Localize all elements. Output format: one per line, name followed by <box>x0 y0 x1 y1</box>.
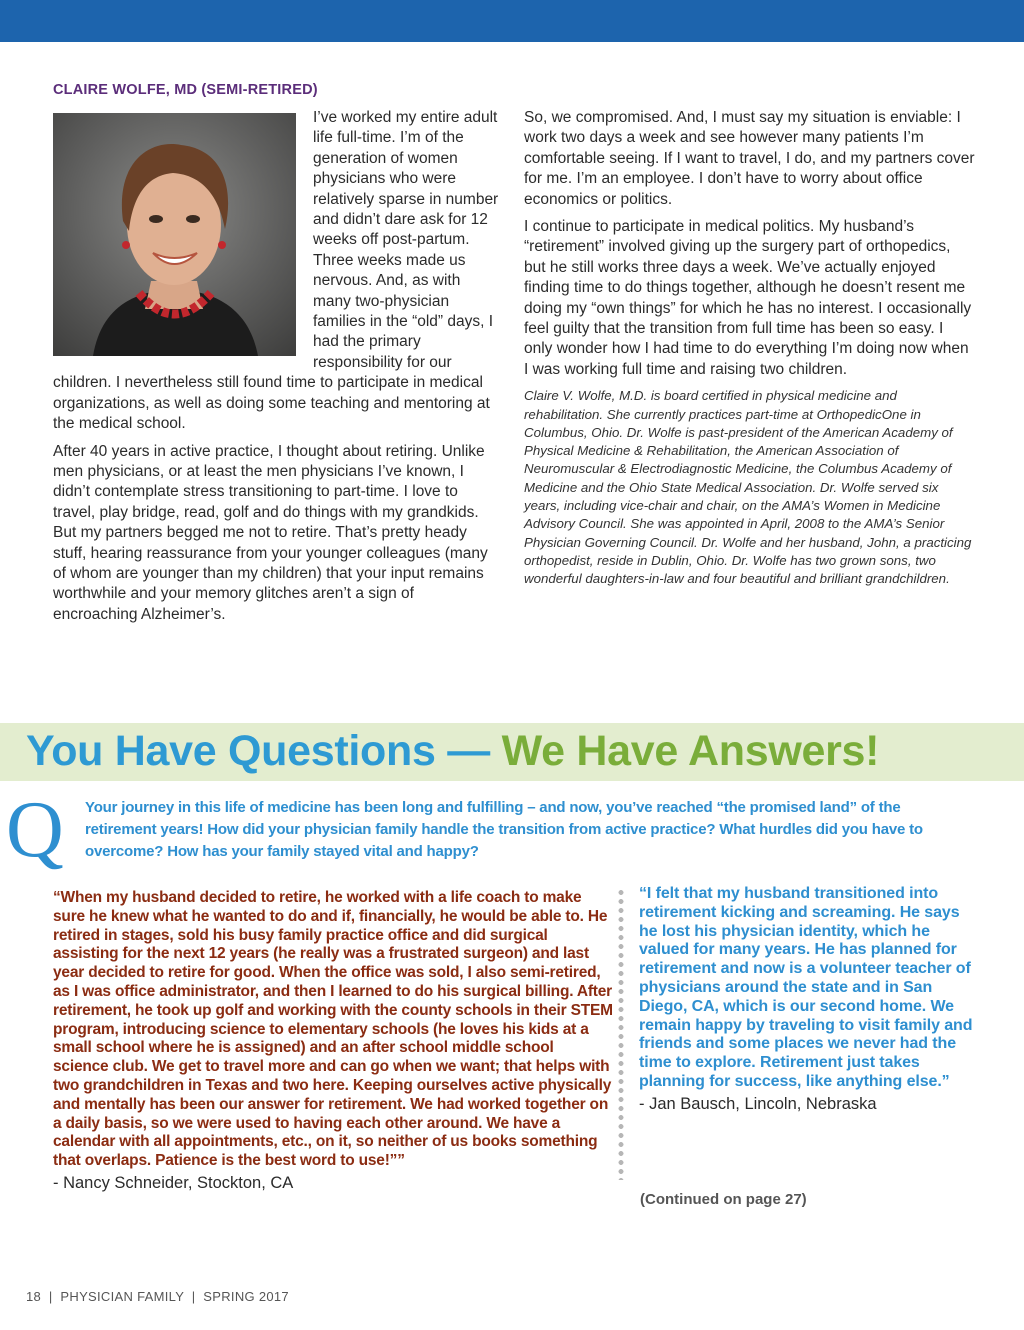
author-heading: CLAIRE WOLFE, MD (SEMI-RETIRED) <box>53 82 318 98</box>
right-paragraph-1: So, we compromised. And, I must say my situation is enviable: I work two days a week and see however many patients I’m comfortable seeing. If I want to travel, I do, and my partners cover for me. I’m an employee. I don’t have to worry about office economics or politics. <box>524 109 975 208</box>
answer-nancy-attribution: - Nancy Schneider, Stockton, CA <box>53 1173 294 1192</box>
top-color-bar <box>0 0 1024 42</box>
question-text: Your journey in this life of medicine has been long and fulfilling – and now, you’ve reached “the promised land” of the retirement years! How did your physician family handle the transition from active practice? What hurdles did you have to overcome? How has your family stayed vital and happy? <box>85 799 923 860</box>
dotted-divider <box>618 888 624 1180</box>
magazine-name: PHYSICIAN FAMILY <box>60 1289 184 1304</box>
right-paragraph-2: I continue to participate in medical politics. My husband’s “retirement” involved giving up the surgery part of orthopedics, but he still works three days a week. We’ve actually enjoyed finding time to do things together, although he doesn’t resent me doing my “own things” for which he has no interest. I occasionally feel guilty that the transition from full time has been so easy. I only wonder how I had time to do everything I’m doing now when I was working full time and raising two children. <box>524 218 972 378</box>
footer-separator: | <box>48 1289 53 1304</box>
headline-questions: You Have Questions <box>26 727 436 775</box>
headline-dash: — <box>435 727 502 775</box>
article-left-column <box>53 108 501 632</box>
author-bio: Claire V. Wolfe, M.D. is board certified in physical medicine and rehabilitation. She currently practices part-time at OrthopedicOne in Columbus, Ohio. Dr. Wolfe is past-president of the American Academy of Physical Medicine & Rehabilitation, the American Association of Neuromuscular & Electrodiagnostic Medicine, the Columbus Academy of Medicine and the Ohio State Medical Association. Dr. Wolfe served six years, including vice-chair and chair, on the AMA’s Women in Medicine Advisory Council. She was appointed in April, 2008 to the AMA’s Senior Physician Governing Council. Dr. Wolfe and her husband, John, a practicing orthopedist, reside in Dublin, Ohio. Dr. Wolfe has two grown sons, two wonderful daughters-in-law and four beautiful and brilliant grandchildren. <box>524 388 972 587</box>
left-paragraph-1: I’ve worked my entire adult life full-time. I’m of the generation of women physicians who were relatively sparse in number and didn’t dare ask for 12 weeks off post-partum. Three weeks made us nervous. And, as with many two-physician families in the “old” days, I had the primary responsibility for our children. I nevertheless still found time to participate in medical organizations, as well as doing some teaching and mentoring at the medical school. <box>53 109 499 433</box>
author-photo <box>53 113 296 356</box>
answer-nancy-quote: “When my husband decided to retire, he worked with a life coach to make sure he knew what he wanted to do and if, financially, he would be able to. He retired in stages, sold his busy family practice office and did surgical assisting for the next 12 years (he really was a frustrated surgeon) and last year decided to retire for good. When the office was sold, I also semi-retired, as I was office administrator, and then I learned to do his surgical billing. After retirement, he took up golf and working with the county schools in their STEM program, introducing science to elementary schools (he loves his kids at a small school where he is assigned) and an after school middle school science club. We get to travel more and can go when we want; that helps with two grandchildren in Texas and two here. Keeping ourselves active physically and mentally has been our answer for retirement. We had worked together on a daily basis, so we were used to having each other around. We have a calendar with all appointments, etc., on it, so neither of us books something that overlaps. Patience is the best word to use!”” <box>53 889 613 1170</box>
answer-nancy <box>53 889 613 1193</box>
portrait-illustration <box>53 113 296 356</box>
headline-answers: We Have Answers! <box>501 727 880 775</box>
page-number: 18 <box>26 1289 42 1304</box>
answer-jan-quote: “I felt that my husband transitioned into retirement kicking and screaming. He says he lost his physician identity, which he valued for many years. He has planned for retirement and now is a volunteer teacher of physicians around the state and in San Diego, CA, which is our second home. We remain happy by traveling to visit family and friends and some places we never had the time to explore. Retirement just takes planning for success, like anything else.” <box>639 885 973 1090</box>
footer-separator-2: | <box>191 1289 196 1304</box>
answer-jan <box>639 885 974 1114</box>
left-paragraph-2: After 40 years in active practice, I thought about retiring. Unlike men physicians, or at least the men physicians I’ve known, I didn’t contemplate stress transitioning to part-time. I love to travel, play bridge, read, golf and do things with my grandkids. But my partners begged me not to retire. That’s pretty heady stuff, hearing reassurance from your younger colleagues (many of whom are younger than my children) that your input remains worthwhile and your memory glitches aren’t a sign of encroaching Alzheimer’s. <box>53 442 488 623</box>
question-mark-letter: Q <box>6 786 64 874</box>
answer-jan-attribution: - Jan Bausch, Lincoln, Nebraska <box>639 1094 877 1113</box>
article-right-column <box>524 108 976 596</box>
issue-name: SPRING 2017 <box>203 1289 289 1304</box>
page-footer <box>26 1289 289 1304</box>
section-headline <box>26 727 879 776</box>
continued-note: (Continued on page 27) <box>640 1191 807 1208</box>
